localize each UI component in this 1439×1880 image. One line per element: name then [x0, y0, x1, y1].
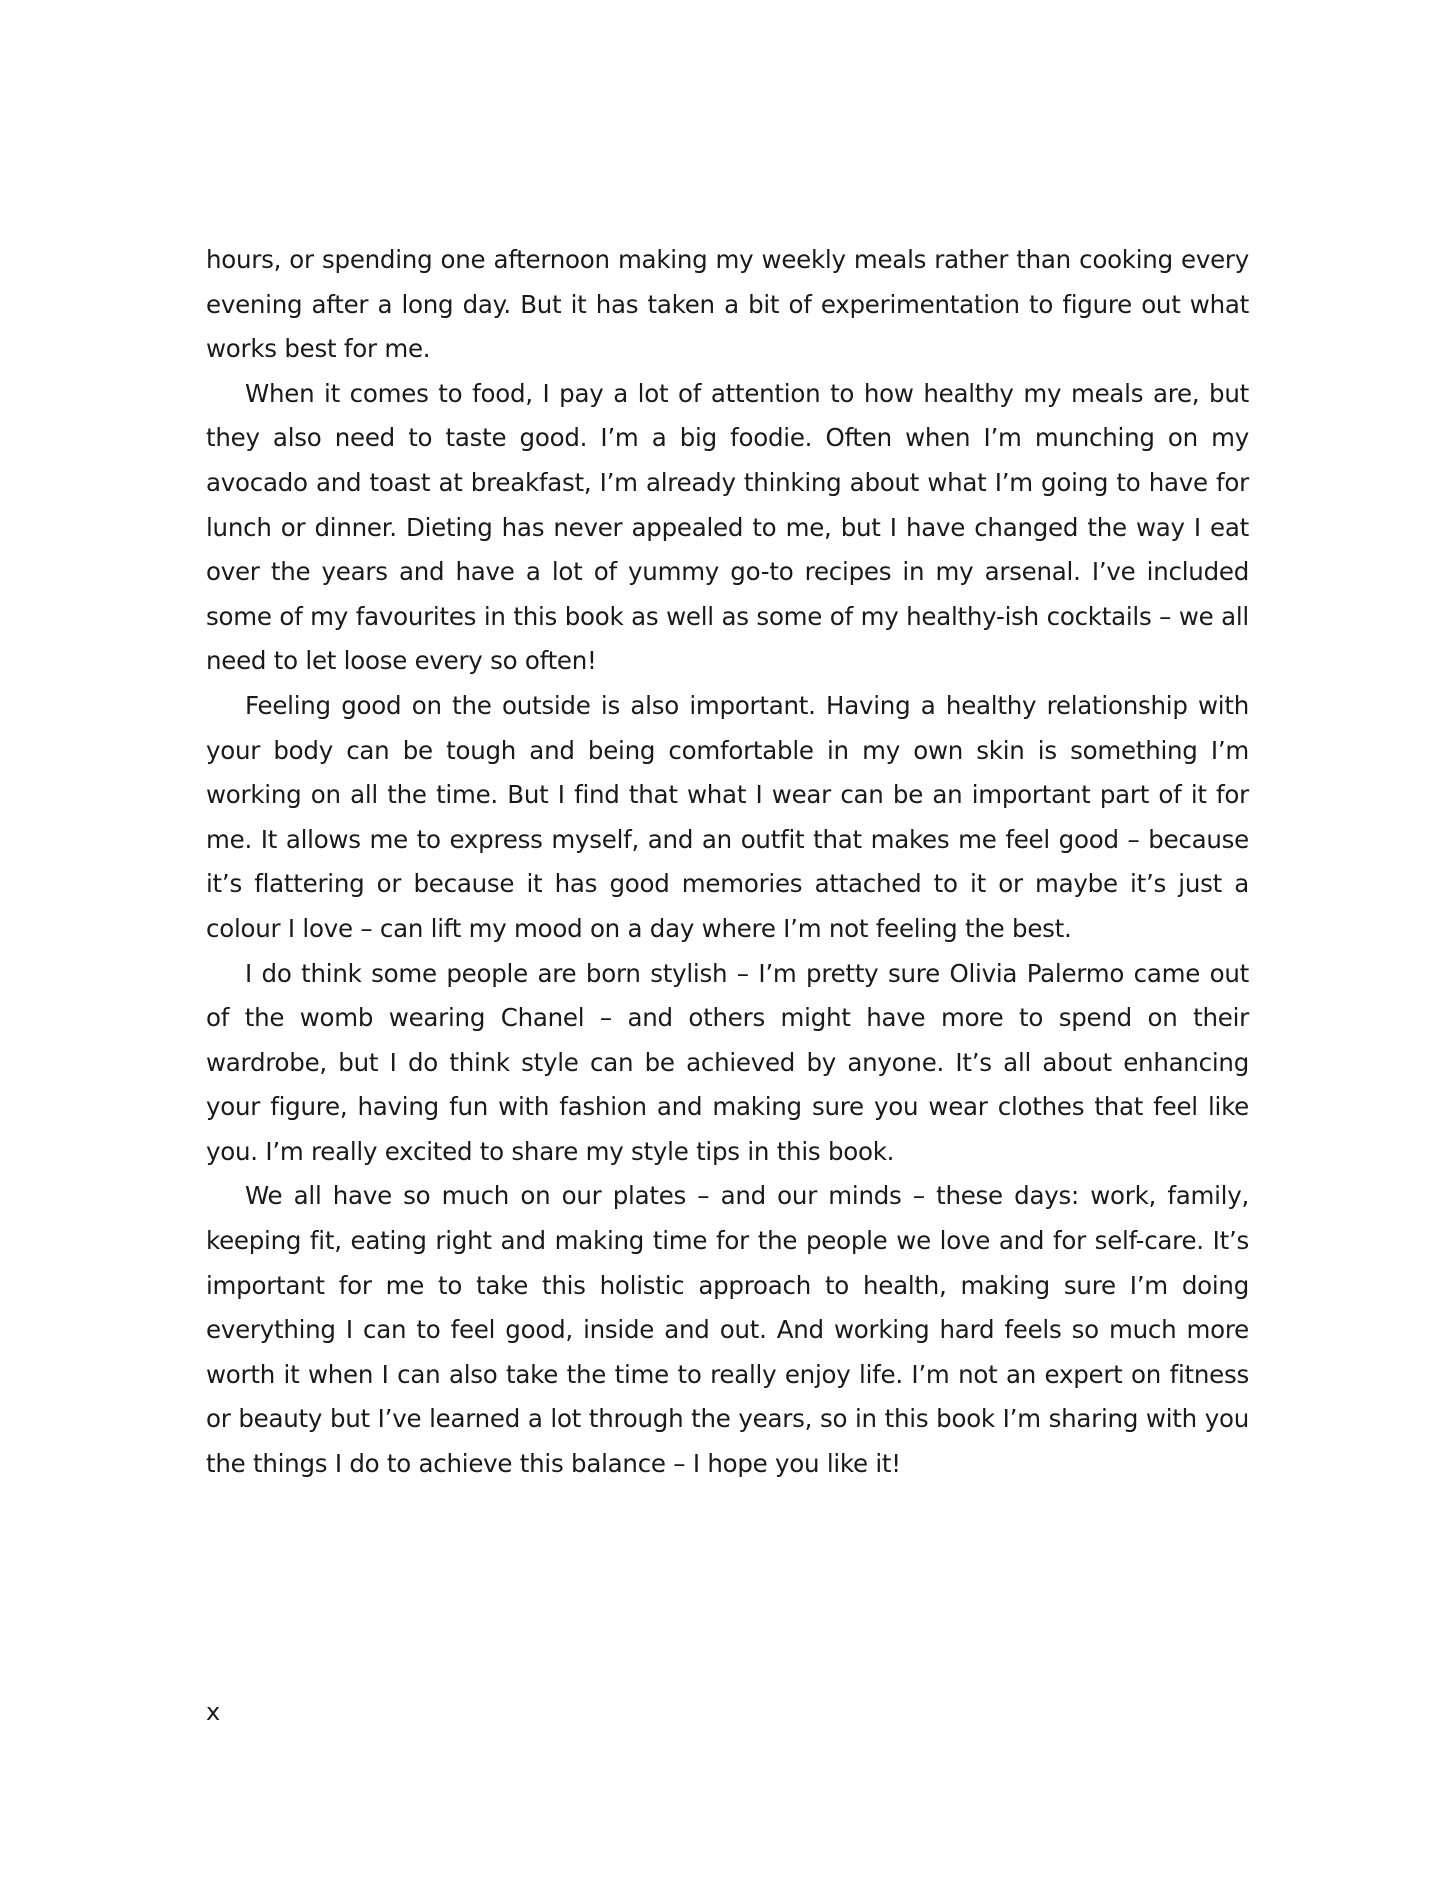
paragraph-food: When it comes to food, I pay a lot of attention to how healthy my meals are, but they also need to taste good. I’m a big foodie. Often when I’m munching on my avocado and toast at breakfast, I’m already thinking about what I’m going to have for lunch or dinner. Dieting has never appealed to me, but I have changed the way I eat over the years and have a lot of yummy go-to recipes in my arsenal. I’ve included some of my favourites in this book as well as some of my healthy-ish cocktails – we all need to let loose every so often! [206, 378, 1249, 676]
paragraph-outside: Feeling good on the outside is also important. Having a healthy relationship with your body can be tough and being comfortable in my own skin is something I’m working on all the time. But I find that what I wear can be an important part of it for me. It allows me to express myself, and an outfit that makes me feel good – because it’s flattering or because it has good memories attached to it or maybe it’s just a colour I love – can lift my mood on a day where I’m not feeling the best. [206, 690, 1249, 943]
paragraph-balance: We all have so much on our plates – and our minds – these days: work, family, keeping fit, eating right and making time for the people we love and for self-care. It’s important for me to take this holistic approach to health, making sure I’m doing everything I can to feel good, inside and out. And working hard feels so much more worth it when I can also take the time to really enjoy life. I’m not an expert on fitness or beauty but I’ve learned a lot through the years, so in this book I’m sharing with you the things I do to achieve this balance – I hope you like it! [206, 1181, 1249, 1479]
body-text [206, 238, 1249, 1487]
paragraph-style: I do think some people are born stylish – I’m pretty sure Olivia Palermo came out of the womb wearing Chanel – and others might have more to spend on their wardrobe, but I do think style can be achieved by anyone. It’s all about enhancing your figure, having fun with fashion and making sure you wear clothes that feel like you. I’m really excited to share my style tips in this book. [206, 958, 1249, 1166]
page-number: x [206, 1698, 221, 1726]
paragraph-continuation: hours, or spending one afternoon making my weekly meals rather than cooking every evening after a long day. But it has taken a bit of experimentation to figure out what works best for me. [206, 245, 1249, 364]
